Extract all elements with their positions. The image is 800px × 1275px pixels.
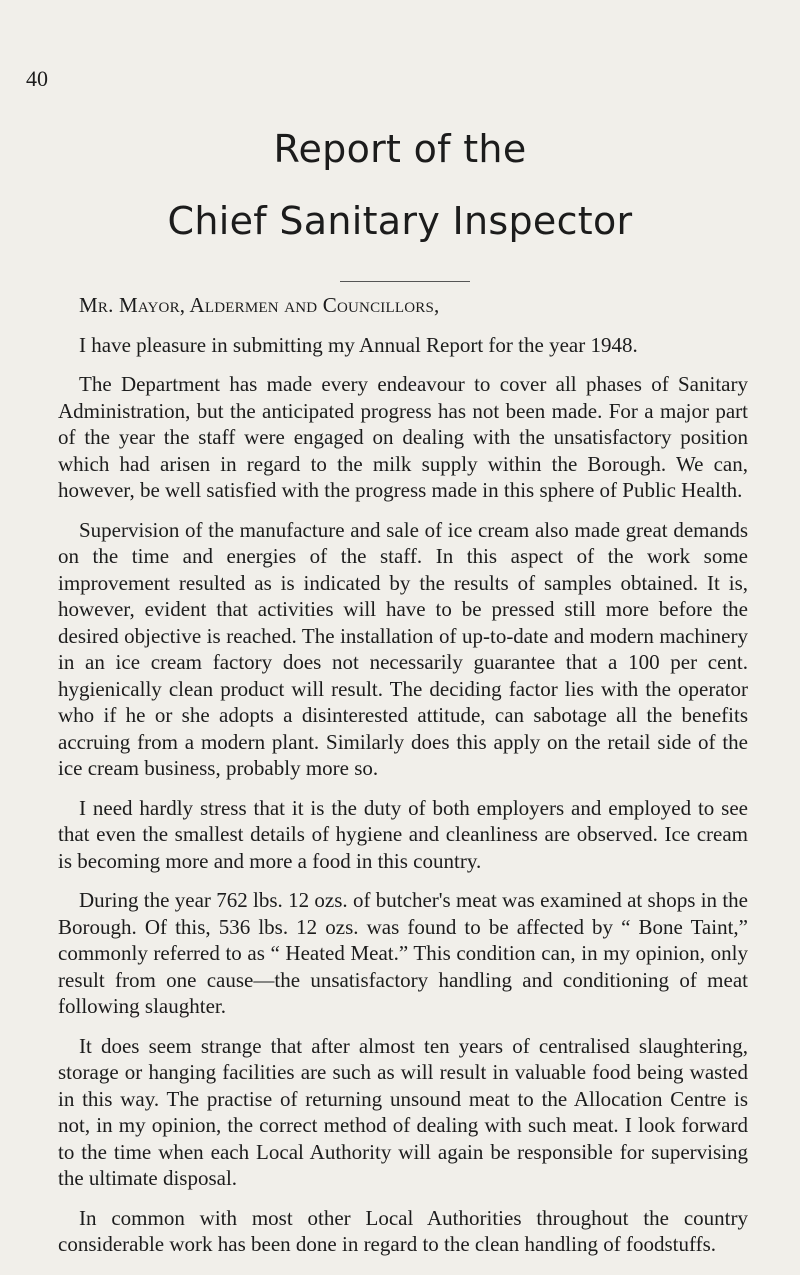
paragraph-department: The Department has made every endeavour to cover all phases of Sanitary Administration, but the anticipated progress has not been made. For a major part of the year the staff were engaged on dealing with the unsatisfactory position which had arisen in regard to the milk supply within the Borough. We can, however, be well satisfied with the progress made in this sphere of Public Health. (58, 372, 748, 502)
paragraph-meat-examined: During the year 762 lbs. 12 ozs. of butcher's meat was examined at shops in the Borough. Of this, 536 lbs. 12 ozs. was found to be affected by “ Bone Taint,” commonly referred to as “ Heated Meat.” This condition can, in my opinion, only result from one cause—the unsatisfactory handling and conditioning of meat following slaughter. (58, 888, 748, 1018)
paragraph-intro: I have pleasure in submitting my Annual Report for the year 1948. (79, 332, 638, 357)
paragraph-slaughtering: It does seem strange that after almost ten years of centralised slaughtering, storage or hanging facilities are such as will result in valuable food being wasted in this way. The practise of returning unsound meat to the Allocation Centre is not, in my opinion, the correct method of dealing with such meat. I look forward to the time when each Local Authority will again be responsible for supervising the ultimate disposal. (58, 1033, 748, 1190)
page-number: 40 (26, 66, 48, 91)
paragraph-ice-cream: Supervision of the manufacture and sale of ice cream also made great demands on the time and energies of the staff. In this aspect of the work some improvement resulted as is indicated by the results of samples obtained. It is, however, evident that activities will have to be pressed still more before the desired objective is reached. The installation of up-to-date and modern machinery in an ice cream factory does not necessarily guarantee that a 100 per cent. hygienically clean product will result. The deciding factor lies with the operator who if he or she adopts a disinterested attitude, can sabotage all the benefits accruing from a modern plant. Similarly does this apply on the retail side of the ice cream business, probably more so. (58, 517, 748, 780)
salutation: Mr. Mayor, Aldermen and Councillors, (79, 293, 440, 317)
paragraph-hygiene: I need hardly stress that it is the duty of both employers and employed to see that even the smallest details of hygiene and cleanliness are observed. Ice cream is becoming more and more a food in this country. (58, 795, 748, 873)
report-body (58, 292, 748, 1271)
title-divider (340, 281, 470, 282)
paragraph-foodstuffs: In common with most other Local Authorities throughout the country considerable work has been done in regard to the clean handling of foodstuffs. (58, 1205, 748, 1256)
page-title-line-1: Report of the (273, 127, 527, 171)
page-title-line-2: Chief Sanitary Inspector (167, 199, 633, 243)
